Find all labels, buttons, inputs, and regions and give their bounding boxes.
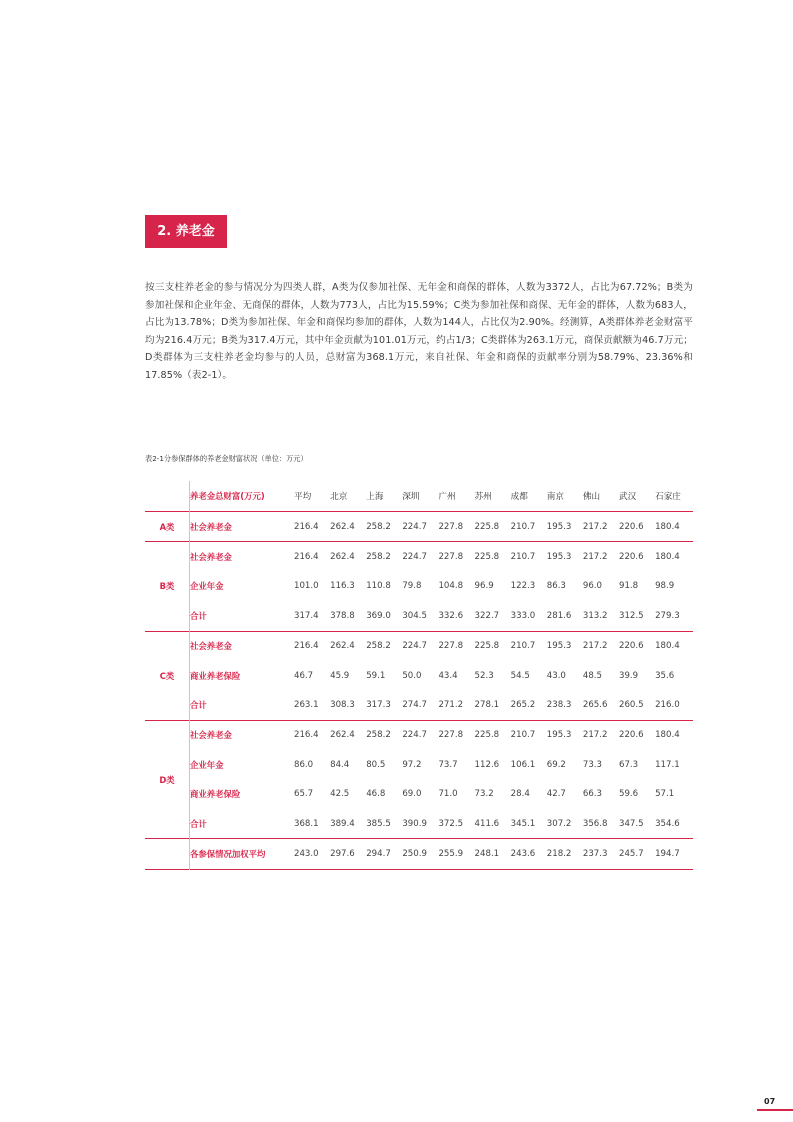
weighted-value-cell: 243.0 [294, 848, 319, 859]
value-cell: 312.5 [618, 610, 644, 621]
value-cell: 372.5 [438, 818, 464, 829]
header-city-7: 南京 [546, 492, 564, 502]
value-cell: 220.6 [618, 521, 644, 532]
value-cell: 313.2 [582, 610, 608, 621]
value-cell: 210.7 [510, 552, 536, 563]
value-cell: 195.3 [546, 641, 572, 652]
header-empty-cell [145, 481, 190, 512]
value-cell: 195.3 [546, 730, 572, 741]
value-cell: 39.9 [618, 670, 639, 681]
intro-paragraph: 按三支柱养老金的参与情况分为四类人群，A类为仅参加社保、无年金和商保的群体，人数为3372人，占比为67.72%；B类为参加社保和企业年金、无商保的群体，人数为773人，占比为15.59%；C类为参加社保和商保、无年金的群体，人数为683人，占比为13.78%；D类为参加社保、年金和商保均参加的群体，人数为144人，占比仅为2.90%。经测算，A类群体养老金财富平均为216.4万元；B类为317.4万元，其中年金贡献为101.01万元，约占1/3；C类群体为263.1万元，商保贡献额为46.7万元；D类群体为三支柱养老金均参与的人员，总财富为368.1万元，来自社保、年金和商保的贡献率分别为58.79%、23.36%和17.85%（表2-1）。 [145, 282, 693, 381]
value-cell: 258.2 [366, 521, 391, 532]
value-cell: 59.6 [618, 789, 639, 800]
value-cell: 79.8 [402, 581, 422, 592]
value-cell: 195.3 [546, 521, 572, 532]
value-cell: 180.4 [655, 521, 680, 532]
row-label: 商业养老保险 [190, 789, 241, 800]
weighted-value-cell: 297.6 [330, 848, 355, 859]
value-cell: 220.6 [618, 552, 644, 563]
value-cell: 43.0 [546, 670, 566, 681]
value-cell: 224.7 [402, 552, 427, 563]
value-cell: 96.0 [582, 581, 603, 592]
value-cell: 46.7 [294, 670, 314, 681]
value-cell: 227.8 [438, 730, 464, 741]
weighted-value-cell: 255.9 [438, 848, 464, 859]
value-cell: 262.4 [330, 730, 355, 741]
value-cell: 54.5 [510, 670, 530, 681]
value-cell: 304.5 [402, 610, 427, 621]
value-cell: 224.7 [402, 641, 427, 652]
table-row [145, 809, 693, 839]
value-cell: 271.2 [438, 700, 464, 711]
header-city-4: 广州 [438, 492, 456, 502]
value-cell: 220.6 [618, 641, 644, 652]
value-cell: 279.3 [655, 610, 680, 621]
value-cell: 69.2 [546, 759, 566, 770]
value-cell: 258.2 [366, 552, 391, 563]
value-cell: 225.8 [474, 730, 500, 741]
value-cell: 71.0 [438, 789, 458, 800]
value-cell: 217.2 [582, 641, 608, 652]
value-cell: 216.4 [294, 730, 319, 741]
value-cell: 307.2 [546, 818, 572, 829]
value-cell: 322.7 [474, 610, 500, 621]
weighted-value-cell: 245.7 [618, 848, 644, 859]
value-cell: 258.2 [366, 641, 391, 652]
value-cell: 227.8 [438, 521, 464, 532]
value-cell: 354.6 [655, 818, 680, 829]
value-cell: 180.4 [655, 552, 680, 563]
value-cell: 224.7 [402, 521, 427, 532]
weighted-value-cell: 218.2 [546, 848, 572, 859]
value-cell: 67.3 [618, 759, 639, 770]
value-cell: 378.8 [330, 610, 355, 621]
value-cell: 369.0 [366, 610, 391, 621]
value-cell: 28.4 [510, 789, 530, 800]
header-city-10: 石家庄 [655, 492, 681, 502]
value-cell: 104.8 [438, 581, 464, 592]
value-cell: 263.1 [294, 700, 319, 711]
value-cell: 216.4 [294, 552, 319, 563]
weighted-value-cell: 250.9 [402, 848, 427, 859]
value-cell: 216.4 [294, 641, 319, 652]
table-row [145, 780, 693, 809]
header-city-8: 佛山 [582, 492, 601, 502]
value-cell: 411.6 [474, 818, 500, 829]
value-cell: 238.3 [546, 700, 572, 711]
row-label: 商业养老保险 [190, 670, 241, 681]
weighted-average-label: 各参保情况加权平均 [190, 848, 266, 859]
value-cell: 42.7 [546, 789, 566, 800]
value-cell: 333.0 [510, 610, 536, 621]
value-cell: 224.7 [402, 730, 427, 741]
value-cell: 65.7 [294, 789, 314, 800]
value-cell: 217.2 [582, 730, 608, 741]
value-cell: 116.3 [330, 581, 355, 592]
value-cell: 97.2 [402, 759, 422, 770]
table-row [145, 750, 693, 779]
value-cell: 216.4 [294, 521, 319, 532]
table-row [145, 512, 693, 542]
value-cell: 195.3 [546, 552, 572, 563]
value-cell: 347.5 [618, 818, 644, 829]
row-label: 社会养老金 [190, 641, 232, 652]
row-label: 合计 [190, 610, 207, 621]
table-caption: 表2-1分参保群体的养老金财富状况（单位：万元） [145, 454, 308, 463]
weighted-value-cell: 194.7 [655, 848, 680, 859]
value-cell: 220.6 [618, 730, 644, 741]
weighted-value-cell: 243.6 [510, 848, 536, 859]
header-city-2: 上海 [366, 492, 384, 502]
value-cell: 180.4 [655, 730, 680, 741]
row-label: 企业年金 [190, 759, 224, 770]
value-cell: 180.4 [655, 641, 680, 652]
table-row [145, 661, 693, 690]
value-cell: 216.0 [655, 700, 680, 711]
row-label: 企业年金 [190, 581, 224, 592]
value-cell: 91.8 [618, 581, 639, 592]
value-cell: 45.9 [330, 670, 350, 681]
value-cell: 66.3 [582, 789, 603, 800]
header-city-9: 武汉 [618, 492, 637, 502]
weighted-value-cell: 248.1 [474, 848, 500, 859]
value-cell: 258.2 [366, 730, 391, 741]
table-row [145, 720, 693, 750]
weighted-empty-cell [145, 839, 190, 869]
table-row [145, 601, 693, 631]
value-cell: 274.7 [402, 700, 427, 711]
table-row [145, 690, 693, 720]
value-cell: 110.8 [366, 581, 391, 592]
value-cell: 117.1 [655, 759, 680, 770]
page-number: 07 [764, 1097, 776, 1106]
section-title: 2. 养老金 [145, 215, 227, 248]
value-cell: 260.5 [618, 700, 644, 711]
value-cell: 225.8 [474, 521, 500, 532]
value-cell: 69.0 [402, 789, 422, 800]
value-cell: 48.5 [582, 670, 603, 681]
header-label: 养老金总财富(万元) [190, 491, 265, 501]
value-cell: 73.7 [438, 759, 458, 770]
weighted-average-row [145, 839, 693, 869]
value-cell: 217.2 [582, 552, 608, 563]
value-cell: 265.6 [582, 700, 608, 711]
value-cell: 106.1 [510, 759, 536, 770]
header-city-3: 深圳 [402, 492, 420, 502]
value-cell: 57.1 [655, 789, 675, 800]
value-cell: 46.8 [366, 789, 386, 800]
value-cell: 281.6 [546, 610, 572, 621]
value-cell: 262.4 [330, 641, 355, 652]
header-city-0: 平均 [294, 492, 312, 502]
value-cell: 368.1 [294, 818, 319, 829]
value-cell: 43.4 [438, 670, 458, 681]
value-cell: 210.7 [510, 521, 536, 532]
category-label: D类 [145, 720, 190, 839]
value-cell: 332.6 [438, 610, 464, 621]
value-cell: 227.8 [438, 552, 464, 563]
value-cell: 73.2 [474, 789, 494, 800]
value-cell: 50.0 [402, 670, 422, 681]
value-cell: 262.4 [330, 521, 355, 532]
row-label: 社会养老金 [190, 521, 232, 532]
value-cell: 265.2 [510, 700, 536, 711]
value-cell: 278.1 [474, 700, 500, 711]
row-label: 合计 [190, 700, 207, 711]
value-cell: 227.8 [438, 641, 464, 652]
value-cell: 73.3 [582, 759, 603, 770]
row-label: 社会养老金 [190, 730, 232, 741]
value-cell: 210.7 [510, 730, 536, 741]
value-cell: 86.3 [546, 581, 566, 592]
value-cell: 317.3 [366, 700, 391, 711]
value-cell: 217.2 [582, 521, 608, 532]
table-header-row [145, 481, 693, 512]
header-city-6: 成都 [510, 492, 528, 502]
value-cell: 59.1 [366, 670, 386, 681]
value-cell: 98.9 [655, 581, 675, 592]
value-cell: 96.9 [474, 581, 494, 592]
category-label: A类 [145, 512, 190, 542]
value-cell: 225.8 [474, 552, 500, 563]
table-row [145, 631, 693, 661]
row-label: 合计 [190, 818, 207, 829]
value-cell: 356.8 [582, 818, 608, 829]
table-row [145, 572, 693, 601]
value-cell: 122.3 [510, 581, 536, 592]
category-label: B类 [145, 542, 190, 631]
value-cell: 80.5 [366, 759, 386, 770]
pension-wealth-table [145, 481, 693, 870]
value-cell: 52.3 [474, 670, 494, 681]
value-cell: 42.5 [330, 789, 350, 800]
value-cell: 210.7 [510, 641, 536, 652]
row-label: 社会养老金 [190, 552, 232, 563]
value-cell: 308.3 [330, 700, 355, 711]
weighted-value-cell: 237.3 [582, 848, 608, 859]
value-cell: 101.0 [294, 581, 319, 592]
header-city-1: 北京 [330, 492, 348, 502]
value-cell: 262.4 [330, 552, 355, 563]
value-cell: 390.9 [402, 818, 427, 829]
weighted-value-cell: 294.7 [366, 848, 391, 859]
value-cell: 225.8 [474, 641, 500, 652]
value-cell: 389.4 [330, 818, 355, 829]
value-cell: 317.4 [294, 610, 319, 621]
category-label: C类 [145, 631, 190, 720]
header-city-5: 苏州 [474, 492, 492, 502]
value-cell: 86.0 [294, 759, 314, 770]
value-cell: 345.1 [510, 818, 536, 829]
table-row [145, 542, 693, 572]
value-cell: 385.5 [366, 818, 391, 829]
page-number-rule [757, 1109, 793, 1111]
value-cell: 112.6 [474, 759, 500, 770]
value-cell: 84.4 [330, 759, 350, 770]
value-cell: 35.6 [655, 670, 675, 681]
